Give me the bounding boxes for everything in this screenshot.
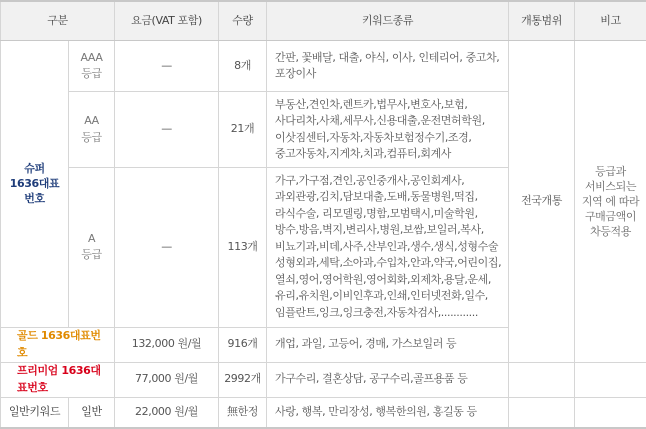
keywords-cell-gold: 개업, 과일, 고등어, 경매, 가스보일러 등 xyxy=(267,327,509,362)
price-cell-a: — xyxy=(115,167,219,327)
header-price: 요금(VAT 포함) xyxy=(115,1,219,41)
qty-cell-gold: 916개 xyxy=(219,327,267,362)
price-cell-general: 22,000 원/월 xyxy=(115,397,219,428)
keyword-line: 부동산,견인차,렌트카,법무사,변호사,보험, xyxy=(275,97,468,111)
header-qty: 수량 xyxy=(219,1,267,41)
keyword-line: 포장이사 xyxy=(275,67,316,81)
keyword-line: 비뇨기과,비데,사주,산부인과,생수,생식,성형수술 xyxy=(275,239,499,253)
note-line: 차등적용 xyxy=(590,224,631,238)
grade-suffix: 등급 xyxy=(81,130,102,144)
keyword-line: 사다리차,사채,세무사,신용대출,운전면허학원, xyxy=(275,114,485,128)
keyword-line: 라식수술, 리모델링,명함,모범택시,미술학원, xyxy=(275,206,478,220)
keyword-line: 성형외과,세탁,소아과,수입차,안과,약국,어린이집, xyxy=(275,256,502,270)
keyword-line: 가구,가구점,견인,공인중개사,공인회계사, xyxy=(275,173,465,187)
header-keywords: 키워드종류 xyxy=(267,1,509,41)
general-grade-cell: 일반 xyxy=(69,397,115,428)
gold-tier-label: 골드 1636대표번호 xyxy=(1,327,115,362)
header-region: 개통범위 xyxy=(509,1,575,41)
table-row-premium xyxy=(1,362,646,397)
grade-suffix: 등급 xyxy=(81,248,102,262)
super-group-label-line2: 1636대표번호 xyxy=(9,177,60,206)
region-cell-general xyxy=(509,397,575,428)
keywords-cell-a xyxy=(267,167,509,327)
keyword-line: 중고자동차,지게차,치과,컴퓨터,회계사 xyxy=(275,147,452,161)
price-cell-premium: 77,000 원/월 xyxy=(115,362,219,397)
header-note: 비고 xyxy=(575,1,646,41)
keywords-cell-aaa xyxy=(267,41,509,92)
note-cell-premium xyxy=(575,362,646,397)
qty-cell-a: 113개 xyxy=(219,167,267,327)
region-cell-premium xyxy=(509,362,575,397)
header-row xyxy=(1,1,646,41)
keyword-line: 임플란트,잉크,잉크충전,자동차검사,............ xyxy=(275,305,478,319)
keywords-cell-general: 사랑, 행복, 만리장성, 행복한의원, 홍길동 등 xyxy=(267,397,509,428)
general-tier-label: 일반키워드 xyxy=(1,397,69,428)
qty-cell-aaa: 8개 xyxy=(219,41,267,92)
price-cell-aa: — xyxy=(115,92,219,167)
super-group-label xyxy=(1,41,69,328)
keyword-line: 유리,유치원,이비인후과,인쇄,인터넷전화,일수, xyxy=(275,289,488,303)
qty-cell-premium: 2992개 xyxy=(219,362,267,397)
grade-cell-a xyxy=(69,167,115,327)
table-row-aaa xyxy=(1,41,646,92)
price-cell-aaa: — xyxy=(115,41,219,92)
note-line: 등급과 xyxy=(595,164,626,178)
keyword-line: 간판, 꽃배달, 대출, 야식, 이사, 인테리어, 중고차, xyxy=(275,50,500,64)
super-group-label-line1: 슈퍼 xyxy=(24,162,45,176)
premium-tier-label: 프리미엄 1636대표번호 xyxy=(1,362,115,397)
note-line: 서비스되는 xyxy=(584,179,637,193)
qty-cell-aa: 21개 xyxy=(219,92,267,167)
table-row-general xyxy=(1,397,646,428)
note-cell-general xyxy=(575,397,646,428)
note-cell xyxy=(575,41,646,363)
keyword-line: 방수,방음,벽지,변리사,병원,보쌈,보일러,복사, xyxy=(275,223,484,237)
grade-cell-aa xyxy=(69,92,115,167)
note-line: 지역 에 따라 xyxy=(581,194,640,208)
grade-name: AAA xyxy=(80,50,103,64)
price-cell-gold: 132,000 원/월 xyxy=(115,327,219,362)
keywords-cell-premium: 가구수리, 결혼상담, 공구수리,골프용품 등 xyxy=(267,362,509,397)
grade-suffix: 등급 xyxy=(81,67,102,81)
grade-name: AA xyxy=(84,114,99,128)
region-cell: 전국개통 xyxy=(509,41,575,363)
grade-cell-aaa xyxy=(69,41,115,92)
keywords-cell-aa xyxy=(267,92,509,167)
qty-cell-general: 無한정 xyxy=(219,397,267,428)
header-group: 구분 xyxy=(1,1,115,41)
grade-name: A xyxy=(87,231,96,245)
keyword-line: 과외관광,김치,담보대출,도배,동물병원,떡집, xyxy=(275,190,478,204)
note-line: 구매금액이 xyxy=(584,209,637,223)
keyword-line: 열쇠,영어,영어학원,영어회화,외제차,용달,운세, xyxy=(275,272,491,286)
keyword-line: 이삿짐센터,자동차,자동차보험정수기,조경, xyxy=(275,130,472,144)
